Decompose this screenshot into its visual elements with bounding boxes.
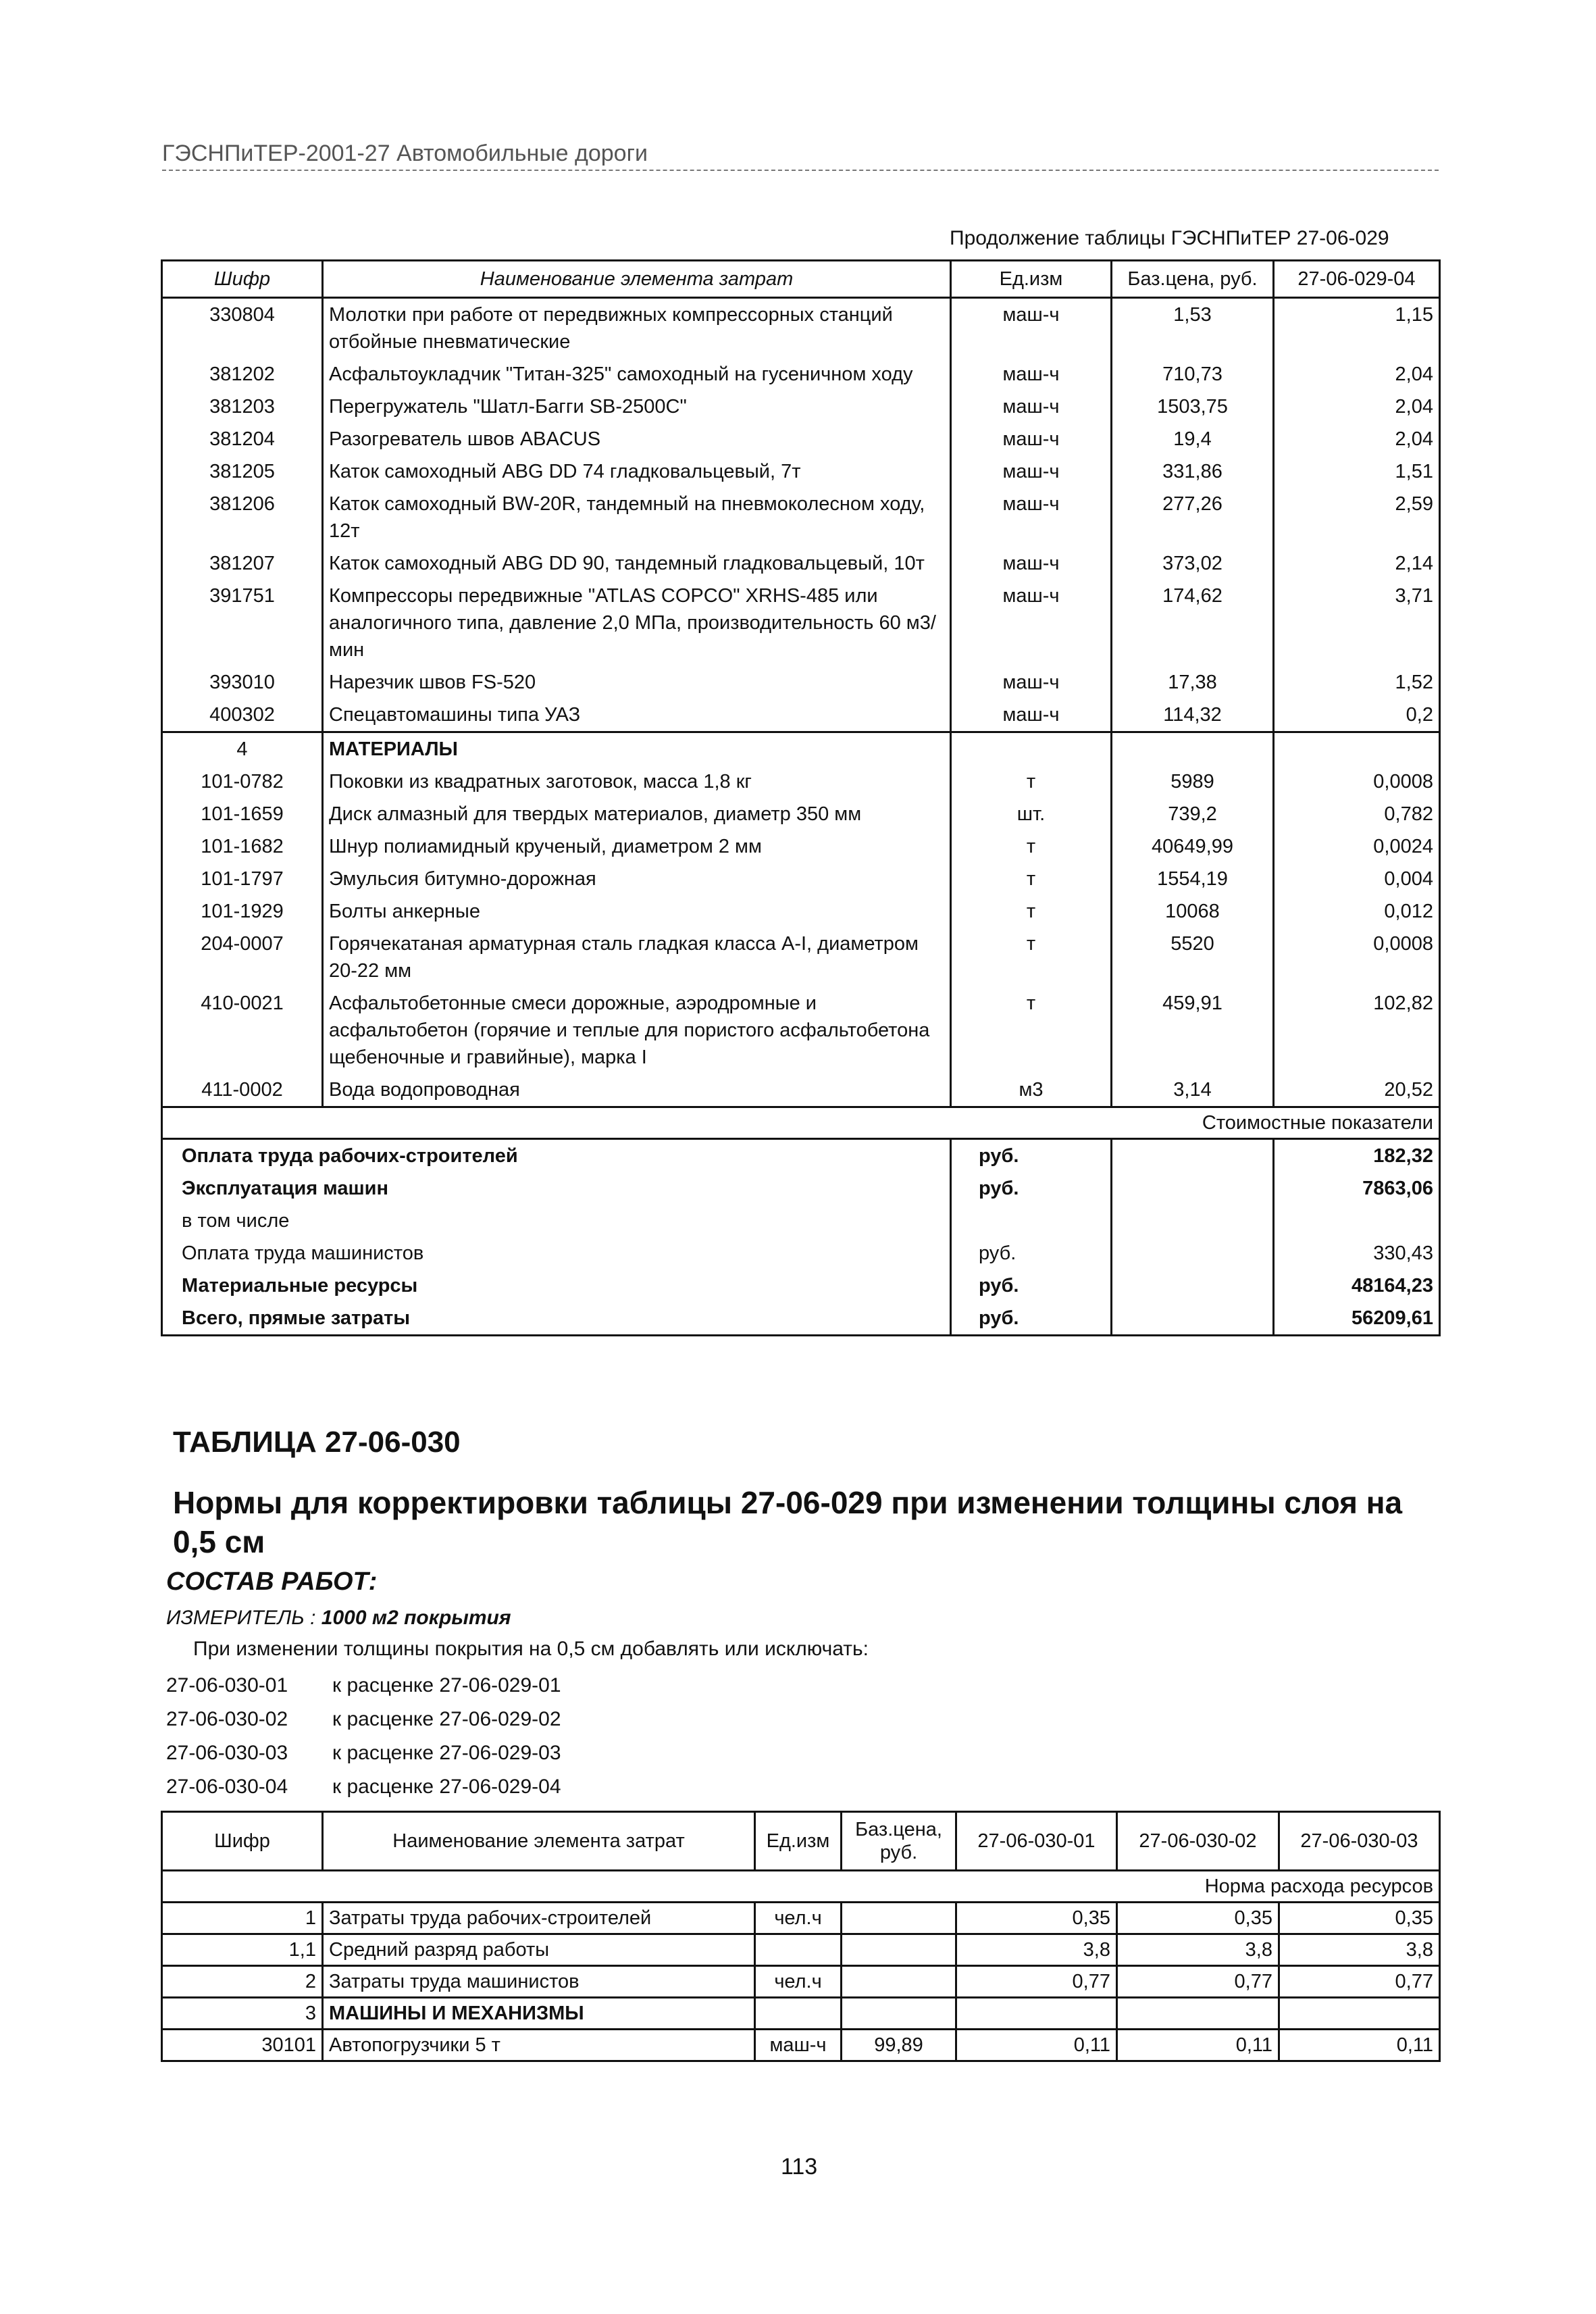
cell-unit: маш-ч: [951, 488, 1112, 547]
column-header: Баз.цена, руб.: [842, 1812, 956, 1871]
cell-unit: маш-ч: [951, 547, 1112, 580]
table-row: [162, 765, 1440, 798]
column-header: 27-06-030-01: [956, 1812, 1117, 1871]
reference-item: [166, 1770, 561, 1804]
cell-code: 1: [162, 1903, 323, 1934]
reference-code: 27-06-030-04: [166, 1776, 288, 1798]
cell-value: 2,04: [1274, 423, 1440, 455]
cell-value: 3,71: [1274, 580, 1440, 666]
cell-unit: т: [951, 895, 1112, 928]
cell-code: 101-1929: [162, 895, 323, 928]
table-row: [162, 298, 1440, 359]
cell-price: 19,4: [1112, 423, 1274, 455]
cell-name: Поковки из квадратных заготовок, масса 1,8 кг: [323, 765, 951, 798]
cell-name: Спецавтомашины типа УАЗ: [323, 699, 951, 732]
cost-row: [162, 1139, 1440, 1173]
reference-text: к расценке 27-06-029-02: [332, 1708, 561, 1730]
cell-name: Горячекатаная арматурная сталь гладкая класса А-I, диаметром 20-22 мм: [323, 928, 951, 987]
cell-code: 4: [162, 732, 323, 766]
cell-price: [842, 1966, 956, 1998]
cell-value: 2,04: [1274, 391, 1440, 423]
table-row: [162, 1966, 1440, 1998]
cell-name: Перегружатель "Шатл-Багги SB-2500С": [323, 391, 951, 423]
cell-value: 0,77: [956, 1966, 1117, 1998]
cell-value: 0,782: [1274, 798, 1440, 830]
cost-unit: руб.: [951, 1302, 1112, 1336]
norm-caption-row: [162, 1871, 1440, 1903]
cell-unit: маш-ч: [951, 391, 1112, 423]
cell-name: Вода водопроводная: [323, 1074, 951, 1107]
table-row: [162, 547, 1440, 580]
cost-label: Оплата труда машинистов: [162, 1237, 951, 1269]
cell-unit: маш-ч: [951, 358, 1112, 391]
cell-name: Каток самоходный ABG DD 74 гладковальцевый, 7т: [323, 455, 951, 488]
cell-name: Молотки при работе от передвижных компрессорных станций отбойные пневматические: [323, 298, 951, 359]
cell-value: 0,11: [1117, 2030, 1279, 2061]
cell-value: 2,59: [1274, 488, 1440, 547]
cell-value: 2,14: [1274, 547, 1440, 580]
cell-value: 0,2: [1274, 699, 1440, 732]
section-heading: МАТЕРИАЛЫ: [323, 732, 951, 766]
cell-price: 277,26: [1112, 488, 1274, 547]
page-number: 113: [781, 2154, 818, 2180]
cell-value: 1,52: [1274, 666, 1440, 699]
cost-value: 56209,61: [1274, 1302, 1440, 1336]
cell-value: [956, 1998, 1117, 2030]
cell-unit: чел.ч: [755, 1903, 842, 1934]
table-row: [162, 423, 1440, 455]
cost-label: Оплата труда рабочих-строителей: [162, 1139, 951, 1173]
cost-empty: [1112, 1237, 1274, 1269]
cell-value: 0,012: [1274, 895, 1440, 928]
cost-unit: [951, 1205, 1112, 1237]
column-header: Наименование элемента затрат: [323, 1812, 755, 1871]
cost-label: Материальные ресурсы: [162, 1269, 951, 1302]
section-title: ТАБЛИЦА 27-06-030: [173, 1426, 461, 1459]
table-row: [162, 1934, 1440, 1966]
cell-value: 0,0008: [1274, 928, 1440, 987]
cell-unit: шт.: [951, 798, 1112, 830]
cell-value: 0,0024: [1274, 830, 1440, 863]
reference-code: 27-06-030-01: [166, 1674, 288, 1696]
column-header: Ед.изм: [951, 261, 1112, 298]
column-header: Шифр: [162, 1812, 323, 1871]
column-header: Баз.цена, руб.: [1112, 261, 1274, 298]
cell-value: [1117, 1998, 1279, 2030]
cost-caption-row: [162, 1107, 1440, 1139]
cell-value: 1,15: [1274, 298, 1440, 359]
cell-code: 101-1682: [162, 830, 323, 863]
cell-value: 3,8: [956, 1934, 1117, 1966]
cost-value: 48164,23: [1274, 1269, 1440, 1302]
cell-unit: [755, 1998, 842, 2030]
cell-code: 330804: [162, 298, 323, 359]
cell-unit: маш-ч: [951, 298, 1112, 359]
column-header: Ед.изм: [755, 1812, 842, 1871]
cell-value: 0,11: [1279, 2030, 1440, 2061]
cell-value: [1279, 1998, 1440, 2030]
cell-unit: маш-ч: [951, 455, 1112, 488]
table-row: [162, 987, 1440, 1074]
reference-code: 27-06-030-03: [166, 1742, 288, 1764]
cell-name: Каток самоходный ABG DD 90, тандемный гладковальцевый, 10т: [323, 547, 951, 580]
cell-price: 1554,19: [1112, 863, 1274, 895]
table-row: [162, 488, 1440, 547]
cost-value: 330,43: [1274, 1237, 1440, 1269]
table-header-row: [162, 1812, 1440, 1871]
table-continuation-caption: Продолжение таблицы ГЭСНПиТЕР 27-06-029: [950, 227, 1389, 249]
cell-name: Затраты труда рабочих-строителей: [323, 1903, 755, 1934]
cell-code: 381206: [162, 488, 323, 547]
work-composition-heading: СОСТАВ РАБОТ:: [166, 1567, 378, 1596]
table-row: [162, 1074, 1440, 1107]
cell-code: 2: [162, 1966, 323, 1998]
cell-price: 1503,75: [1112, 391, 1274, 423]
cell-code: 410-0021: [162, 987, 323, 1074]
correction-table-27-06-030: [161, 1811, 1441, 2062]
table-row: [162, 666, 1440, 699]
cell-code: 1,1: [162, 1934, 323, 1966]
table-row: [162, 358, 1440, 391]
table-row: [162, 863, 1440, 895]
running-header: ГЭСНПиТЕР-2001-27 Автомобильные дороги: [162, 141, 1439, 171]
table-row: [162, 2030, 1440, 2061]
column-header: 27-06-030-03: [1279, 1812, 1440, 1871]
cell-value: 1,51: [1274, 455, 1440, 488]
cost-empty: [1112, 1139, 1274, 1173]
cost-row: [162, 1205, 1440, 1237]
cell-name: Асфальтоукладчик "Титан-325" самоходный на гусеничном ходу: [323, 358, 951, 391]
cell-unit: т: [951, 863, 1112, 895]
cell-value: 0,0008: [1274, 765, 1440, 798]
cell-price: [842, 1998, 956, 2030]
cell-price: 739,2: [1112, 798, 1274, 830]
cell-unit: маш-ч: [951, 666, 1112, 699]
cell-code: 3: [162, 1998, 323, 2030]
column-header: Наименование элемента затрат: [323, 261, 951, 298]
cell-price: [1112, 732, 1274, 766]
cell-name: Диск алмазный для твердых материалов, диаметр 350 мм: [323, 798, 951, 830]
cell-price: 174,62: [1112, 580, 1274, 666]
cell-price: 3,14: [1112, 1074, 1274, 1107]
cost-unit: руб.: [951, 1139, 1112, 1173]
column-header: 27-06-029-04: [1274, 261, 1440, 298]
table-row: [162, 455, 1440, 488]
cost-label: Эксплуатация машин: [162, 1172, 951, 1205]
cell-unit: т: [951, 765, 1112, 798]
column-header: Шифр: [162, 261, 323, 298]
cost-label: Всего, прямые затраты: [162, 1302, 951, 1336]
section-subtitle: Нормы для корректировки таблицы 27-06-029 при изменении толщины слоя на 0,5 см: [173, 1485, 1403, 1559]
table-row: [162, 580, 1440, 666]
cell-value: 3,8: [1117, 1934, 1279, 1966]
resource-table-27-06-029: [161, 259, 1441, 1336]
cell-unit: м3: [951, 1074, 1112, 1107]
cell-unit: [755, 1934, 842, 1966]
cell-price: 459,91: [1112, 987, 1274, 1074]
cell-unit: чел.ч: [755, 1966, 842, 1998]
cost-unit: руб.: [951, 1269, 1112, 1302]
section-row-materials: [162, 732, 1440, 766]
reference-item: [166, 1669, 561, 1703]
cost-unit: руб.: [951, 1237, 1112, 1269]
reference-code: 27-06-030-02: [166, 1708, 288, 1730]
cell-name: Затраты труда машинистов: [323, 1966, 755, 1998]
cell-value: 2,04: [1274, 358, 1440, 391]
table-row: [162, 928, 1440, 987]
cost-caption: Стоимостные показатели: [162, 1107, 1440, 1139]
cell-name: Шнур полиамидный крученый, диаметром 2 мм: [323, 830, 951, 863]
cell-unit: т: [951, 928, 1112, 987]
cell-unit: маш-ч: [755, 2030, 842, 2061]
column-header: 27-06-030-02: [1117, 1812, 1279, 1871]
cell-value: 3,8: [1279, 1934, 1440, 1966]
cell-name: Асфальтобетонные смеси дорожные, аэродромные и асфальтобетон (горячие и теплые для пористого асфальтобетона щебеночные и гравийные), марка I: [323, 987, 951, 1074]
cell-unit: маш-ч: [951, 699, 1112, 732]
cell-price: 10068: [1112, 895, 1274, 928]
reference-text: к расценке 27-06-029-04: [332, 1776, 561, 1798]
cell-name: Автопогрузчики 5 т: [323, 2030, 755, 2061]
cost-row: [162, 1269, 1440, 1302]
adjustment-note: При изменении толщины покрытия на 0,5 см добавлять или исключать:: [193, 1638, 869, 1660]
cell-value: 0,77: [1117, 1966, 1279, 1998]
cost-value: 7863,06: [1274, 1172, 1440, 1205]
cell-unit: т: [951, 830, 1112, 863]
table-row: [162, 1903, 1440, 1934]
cell-price: 1,53: [1112, 298, 1274, 359]
cost-empty: [1112, 1205, 1274, 1237]
measure-value: 1000 м2 покрытия: [321, 1607, 511, 1629]
cell-unit: [951, 732, 1112, 766]
cell-price: 710,73: [1112, 358, 1274, 391]
cell-code: 381205: [162, 455, 323, 488]
table-row: [162, 798, 1440, 830]
cell-code: 391751: [162, 580, 323, 666]
cell-value: 0,77: [1279, 1966, 1440, 1998]
reference-text: к расценке 27-06-029-01: [332, 1674, 561, 1696]
table-row: [162, 699, 1440, 732]
reference-item: [166, 1736, 561, 1770]
cell-price: 114,32: [1112, 699, 1274, 732]
reference-list: [166, 1669, 561, 1804]
cell-price: 5989: [1112, 765, 1274, 798]
cell-price: [842, 1934, 956, 1966]
cell-code: 411-0002: [162, 1074, 323, 1107]
cell-name: Разогреватель швов ABACUS: [323, 423, 951, 455]
cost-row: [162, 1302, 1440, 1336]
reference-item: [166, 1703, 561, 1736]
cell-unit: маш-ч: [951, 580, 1112, 666]
cost-empty: [1112, 1172, 1274, 1205]
cell-code: 204-0007: [162, 928, 323, 987]
cost-label: в том числе: [162, 1205, 951, 1237]
cell-code: 400302: [162, 699, 323, 732]
cell-name: Средний разряд работы: [323, 1934, 755, 1966]
cost-value: 182,32: [1274, 1139, 1440, 1173]
table-row: [162, 391, 1440, 423]
cell-value: 0,35: [1117, 1903, 1279, 1934]
cell-price: 373,02: [1112, 547, 1274, 580]
cost-empty: [1112, 1269, 1274, 1302]
cell-name: Эмульсия битумно-дорожная: [323, 863, 951, 895]
cell-code: 30101: [162, 2030, 323, 2061]
cost-row: [162, 1172, 1440, 1205]
table-row: [162, 895, 1440, 928]
cell-value: 0,35: [1279, 1903, 1440, 1934]
cell-name: Компрессоры передвижные "ATLAS COPCO" XRHS-485 или аналогичного типа, давление 2,0 МПа, производительность 60 м3/мин: [323, 580, 951, 666]
cell-value: 0,004: [1274, 863, 1440, 895]
cell-price: [842, 1903, 956, 1934]
cell-code: 381202: [162, 358, 323, 391]
cell-price: 99,89: [842, 2030, 956, 2061]
cell-code: 381203: [162, 391, 323, 423]
cell-code: 101-1659: [162, 798, 323, 830]
table-row: [162, 830, 1440, 863]
cell-price: 331,86: [1112, 455, 1274, 488]
cell-unit: маш-ч: [951, 423, 1112, 455]
table-row: [162, 1998, 1440, 2030]
reference-text: к расценке 27-06-029-03: [332, 1742, 561, 1764]
measure-line: [166, 1607, 511, 1630]
cell-value: 20,52: [1274, 1074, 1440, 1107]
cell-price: 40649,99: [1112, 830, 1274, 863]
cell-price: 5520: [1112, 928, 1274, 987]
cell-name: Болты анкерные: [323, 895, 951, 928]
cell-value: 0,35: [956, 1903, 1117, 1934]
cost-value: [1274, 1205, 1440, 1237]
cell-name: Каток самоходный BW-20R, тандемный на пневмоколесном ходу, 12т: [323, 488, 951, 547]
cell-code: 381207: [162, 547, 323, 580]
cell-unit: т: [951, 987, 1112, 1074]
cell-code: 381204: [162, 423, 323, 455]
cell-value: 102,82: [1274, 987, 1440, 1074]
cell-code: 393010: [162, 666, 323, 699]
cell-value: 0,11: [956, 2030, 1117, 2061]
cost-row: [162, 1237, 1440, 1269]
norm-caption: Норма расхода ресурсов: [162, 1871, 1440, 1903]
table-header-row: [162, 261, 1440, 298]
cell-code: 101-1797: [162, 863, 323, 895]
cost-empty: [1112, 1302, 1274, 1336]
cell-value: [1274, 732, 1440, 766]
measure-label: ИЗМЕРИТЕЛЬ :: [166, 1607, 316, 1629]
cost-unit: руб.: [951, 1172, 1112, 1205]
cell-name: МАШИНЫ И МЕХАНИЗМЫ: [323, 1998, 755, 2030]
cell-name: Нарезчик швов FS-520: [323, 666, 951, 699]
cell-price: 17,38: [1112, 666, 1274, 699]
cell-code: 101-0782: [162, 765, 323, 798]
